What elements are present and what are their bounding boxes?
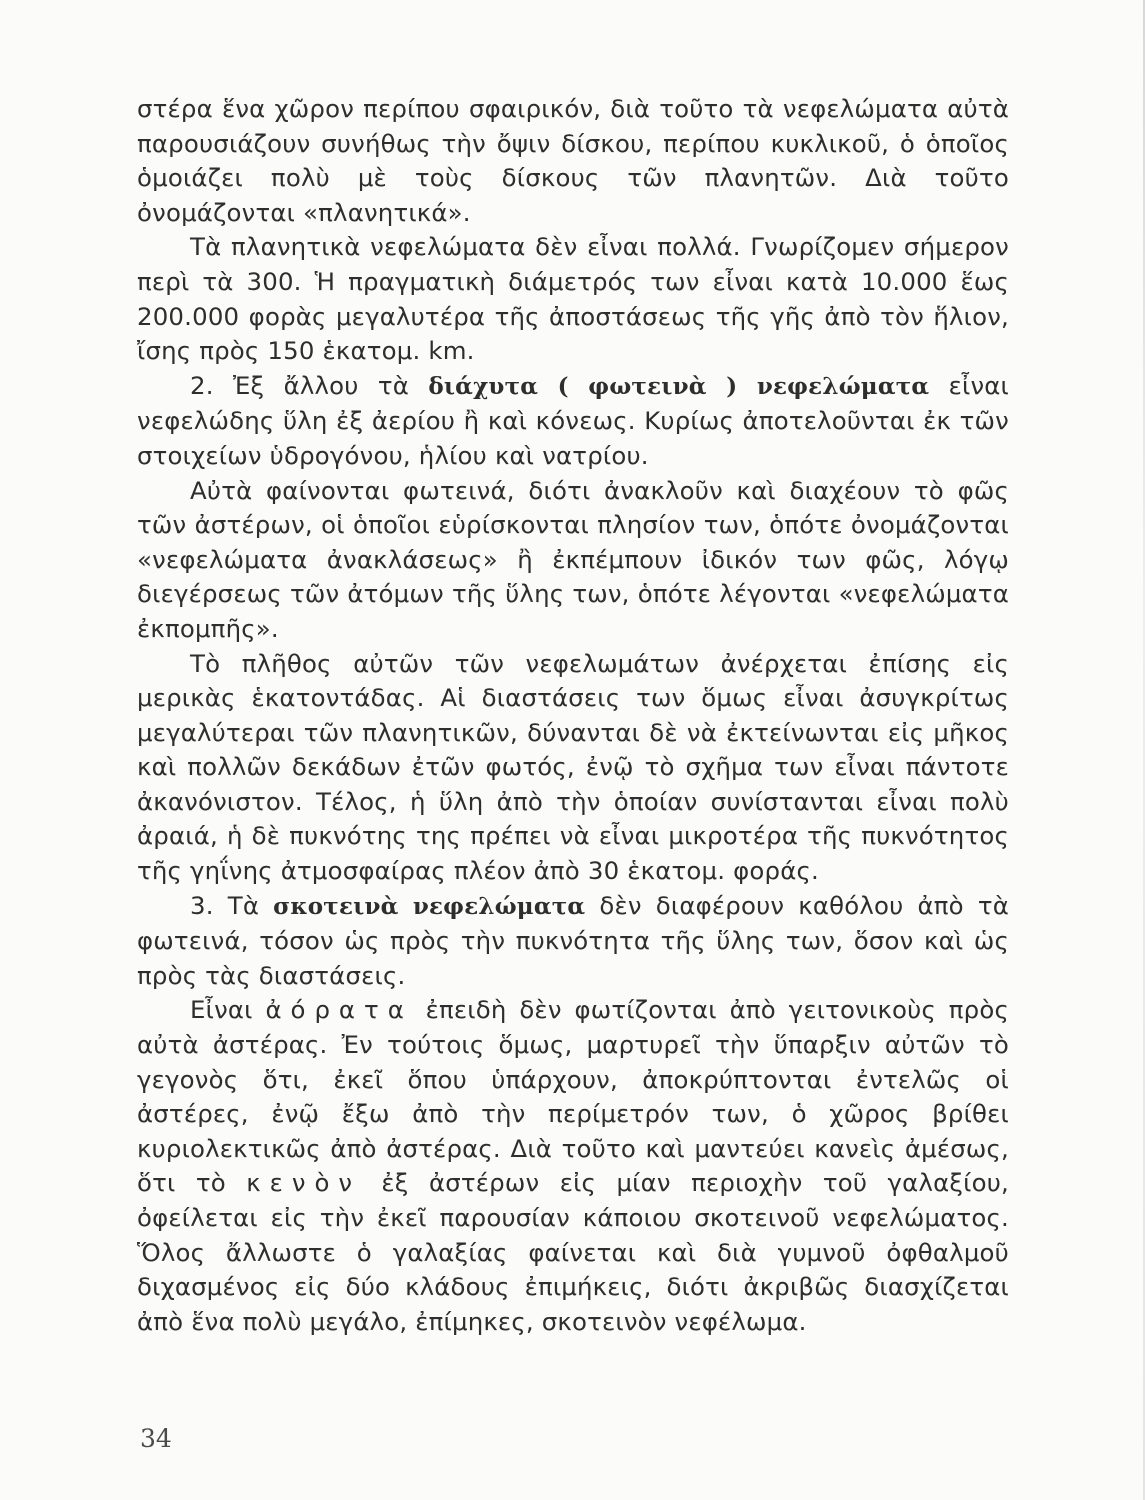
- paragraph-3: [137, 369, 1009, 474]
- paragraph-7-start: Εἶναι: [190, 995, 266, 1025]
- page-body: [137, 92, 1009, 1339]
- page-number: 34: [140, 1424, 172, 1453]
- term-invisible: ἀόρατα: [265, 995, 413, 1025]
- paragraph-1: στέρα ἕνα χῶρον περίπου σφαιρικόν, διὰ τοῦτο τὰ νεφελώματα αὐτὰ παρουσιάζουν συνήθως τὴν ὄψιν δίσκου, περίπου κυκλικοῦ, ὁ ὁποῖος ὁμοιάζει πολὺ μὲ τοὺς δίσκους τῶν πλανητῶν. Διὰ τοῦτο ὀνομάζονται «πλανητικά».: [137, 94, 1009, 227]
- term-dark-nebulae: σκοτεινὰ νεφελώματα: [273, 892, 586, 920]
- paragraph-7: [137, 993, 1009, 1339]
- paragraph-7-middle: ἐπειδὴ δὲν φωτίζονται ἀπὸ γειτονικοὺς πρὸς αὐτὰ ἀστέρας. Ἐν τούτοις ὅμως, μαρτυρεῖ τὴν ὕπαρξιν αὐτῶν τὸ γεγονὸς ὅτι, ἐκεῖ ὅπου ὑπάρχουν, ἀποκρύπτονται ἐντελῶς οἱ ἀστέρες, ἐνῷ ἔξω ἀπὸ τὴν περίμετρόν των, ὁ χῶρος βρίθει κυριολεκτικῶς ἀπὸ ἀστέρας. Διὰ τοῦτο καὶ μαντεύει κανεὶς ἀμέσως, ὅτι τὸ: [137, 995, 1009, 1198]
- paragraph-6: [137, 889, 1009, 994]
- paragraph-3-end: εἶναι νεφελώδης ὕλη ἐξ ἀερίου ἢ καὶ κόνεως. Κυρίως ἀποτελοῦνται ἐκ τῶν στοιχείων ὑδρογόνου, ἡλίου καὶ νατρίου.: [137, 370, 1009, 470]
- paragraph-6-end: δὲν διαφέρουν καθόλου ἀπὸ τὰ φωτεινά, τόσον ὡς πρὸς τὴν πυκνότητα τῆς ὕλης των, ὅσον καὶ ὡς πρὸς τὰς διαστάσεις.: [137, 890, 1009, 990]
- term-void: κενὸν: [246, 1168, 361, 1198]
- paragraph-3-start: 2. Ἐξ ἄλλου τὰ: [190, 370, 429, 400]
- paragraph-7-end: ἐξ ἀστέρων εἰς μίαν περιοχὴν τοῦ γαλαξίου, ὀφείλεται εἰς τὴν ἐκεῖ παρουσίαν κάποιου σκοτεινοῦ νεφελώματος. Ὅλος ἄλλωστε ὁ γαλαξίας φαίνεται καὶ διὰ γυμνοῦ ὀφθαλμοῦ διχασμένος εἰς δύο κλάδους ἐπιμήκεις, διότι ἀκριβῶς διασχίζεται ἀπὸ ἕνα πολὺ μεγάλο, ἐπίμηκες, σκοτεινὸν νεφέλωμα.: [137, 1168, 1010, 1336]
- paragraph-4: Αὐτὰ φαίνονται φωτεινά, διότι ἀνακλοῦν καὶ διαχέουν τὸ φῶς τῶν ἀστέρων, οἱ ὁποῖοι εὑρίσκονται πλησίον των, ὁπότε ὀνομάζονται «νεφελώματα ἀνακλάσεως» ἢ ἐκπέμπουν ἰδικόν των φῶς, λόγῳ διεγέρσεως τῶν ἀτόμων τῆς ὕλης των, ὁπότε λέγονται «νεφελώματα ἐκπομπῆς».: [137, 475, 1009, 643]
- paragraph-2: Τὰ πλανητικὰ νεφελώματα δὲν εἶναι πολλά. Γνωρίζομεν σήμερον περὶ τὰ 300. Ἡ πραγματικὴ διάμετρός των εἶναι κατὰ 10.000 ἕως 200.000 φορὰς μεγαλυτέρα τῆς ἀποστάσεως τῆς γῆς ἀπὸ τὸν ἥλιον, ἴσης πρὸς 150 ἑκατομ. km.: [137, 232, 1009, 366]
- paragraph-5: Τὸ πλῆθος αὐτῶν τῶν νεφελωμάτων ἀνέρχεται ἐπίσης εἰς μερικὰς ἑκατοντάδας. Αἱ διαστάσεις των ὅμως εἶναι ἀσυγκρίτως μεγαλύτεραι τῶν πλανητικῶν, δύνανται δὲ νὰ ἐκτείνωνται εἰς μῆκος καὶ πολλῶν δεκάδων ἐτῶν φωτός, ἐνῷ τὸ σχῆμα των εἶναι πάντοτε ἀκανόνιστον. Τέλος, ἡ ὕλη ἀπὸ τὴν ὁποίαν συνίστανται εἶναι πολὺ ἀραιά, ἡ δὲ πυκνότης της πρέπει νὰ εἶναι μικροτέρα τῆς πυκνότητος τῆς γηΐνης ἀτμοσφαίρας πλέον ἀπὸ 30 ἑκατομ. φοράς.: [137, 648, 1009, 886]
- paragraph-6-start: 3. Τὰ: [190, 890, 274, 920]
- term-diffuse-nebulae: διάχυτα ( φωτεινὰ ) νεφελώματα: [428, 372, 930, 400]
